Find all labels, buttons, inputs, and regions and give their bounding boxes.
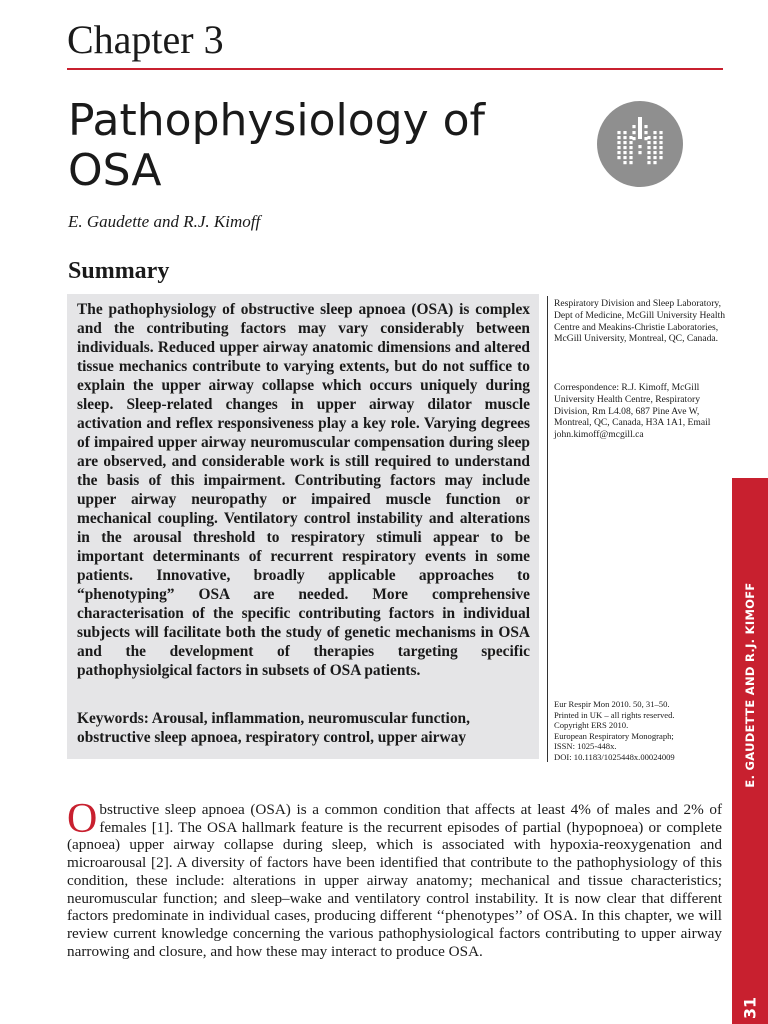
body-paragraph [67, 796, 722, 960]
summary-heading: Summary [68, 258, 170, 284]
side-tab-label [740, 582, 760, 788]
chapter-label: Chapter 3 [67, 17, 224, 62]
publication-info-line: ISSN: 1025-448x. [554, 741, 617, 752]
lungs-dots-icon [597, 101, 683, 187]
body-paragraph-text: bstructive sleep apnoea (OSA) is a common condition that affects at least 4% of males and 2% of females [1]. The OSA hallmark feature is the recurrent episodes of partial (hypopnoea) or complete (apnoea) upper airway collapse during sleep, which is associated with hypoxia-reoxygenation and microarousal [2]. A diversity of factors have been identified that contribute to the pathophysiology of this condition, these include: alterations in upper airway anatomy; mechanical and tissue characteristics; neuromuscular function; and sleep–wake and ventilatory control instability. It is now clear that different factors predominate in individual cases, producing different ‘‘phenotypes’’ of OSA. In this chapter, we will review current knowledge concerning the various pathophysiological factors contributing to upper airway narrowing and closure, and how these may interact to produce OSA. [67, 801, 722, 960]
correspondence-note: Correspondence: R.J. Kimoff, McGill University Health Centre, Respiratory Division, Rm L4.08, 687 Pine Ave W, Montreal, QC, Canada, H3A 1A1, Email john.kimoff@mcgill.ca [554, 382, 711, 441]
publication-info-line: Printed in UK – all rights reserved. [554, 709, 675, 720]
affiliation-note: Respiratory Division and Sleep Laboratory, Dept of Medicine, McGill University Health Centre and Meakins-Christie Laboratories, McGill University, Montreal, QC, Canada. [554, 298, 726, 345]
publication-info-line: Eur Respir Mon 2010. 50, 31–50. [554, 699, 670, 709]
publication-info [554, 699, 726, 763]
summary-text: The pathophysiology of obstructive sleep apnoea (OSA) is complex and the contributing factors may vary considerably between individuals. Reduced upper airway anatomic dimensions and altered tissue mechanics contribute to varying extents, but do not suffice to explain the upper airway collapse which occurs uniquely during sleep. Sleep-related changes in upper airway dilator muscle activation and reflex responsiveness play a key role. Varying degrees of impaired upper airway neuromuscular compensation during sleep are observed, and considerable work is still required to understand the basis of this impairment. Contributing factors may include upper airway neuropathy or impaired muscle function or mechanical coupling. Ventilatory control instability and alterations in the arousal threshold to respiratory stimuli appear to be important determinants of recurrent respiratory events in some patients. Innovative, broadly applicable approaches to “phenotyping” OSA are needed. More comprehensive characterisation of the specific contributing factors in individual subjects will facilitate both the study of genetic mechanisms in OSA and the development of therapies targeting specific pathophysiolgical factors in subsets of OSA patients. [77, 301, 530, 679]
authors: E. Gaudette and R.J. Kimoff [68, 212, 261, 231]
side-tab-label-text: E. GAUDETTE AND R.J. KIMOFF [743, 582, 757, 788]
sidebar-divider [547, 296, 548, 762]
drop-cap: O [67, 796, 98, 842]
publication-info-line: Copyright ERS 2010. [554, 720, 629, 731]
chapter-title-line-1: Pathophysiology of [68, 95, 486, 146]
chapter-title [68, 96, 485, 196]
chapter-title-line-2: OSA [68, 145, 162, 196]
page-number-text: 31 [740, 996, 760, 1020]
doi-line: DOI: 10.1183/1025448x.00024009 [554, 751, 675, 762]
page-number [737, 996, 763, 1020]
publication-info-line: European Respiratory Monograph; [554, 730, 674, 741]
chapter-rule [67, 68, 723, 70]
ers-logo-icon [597, 101, 683, 187]
keywords: Keywords: Arousal, inflammation, neuromuscular function, obstructive sleep apnoea, respiratory control, upper airway [77, 710, 470, 746]
